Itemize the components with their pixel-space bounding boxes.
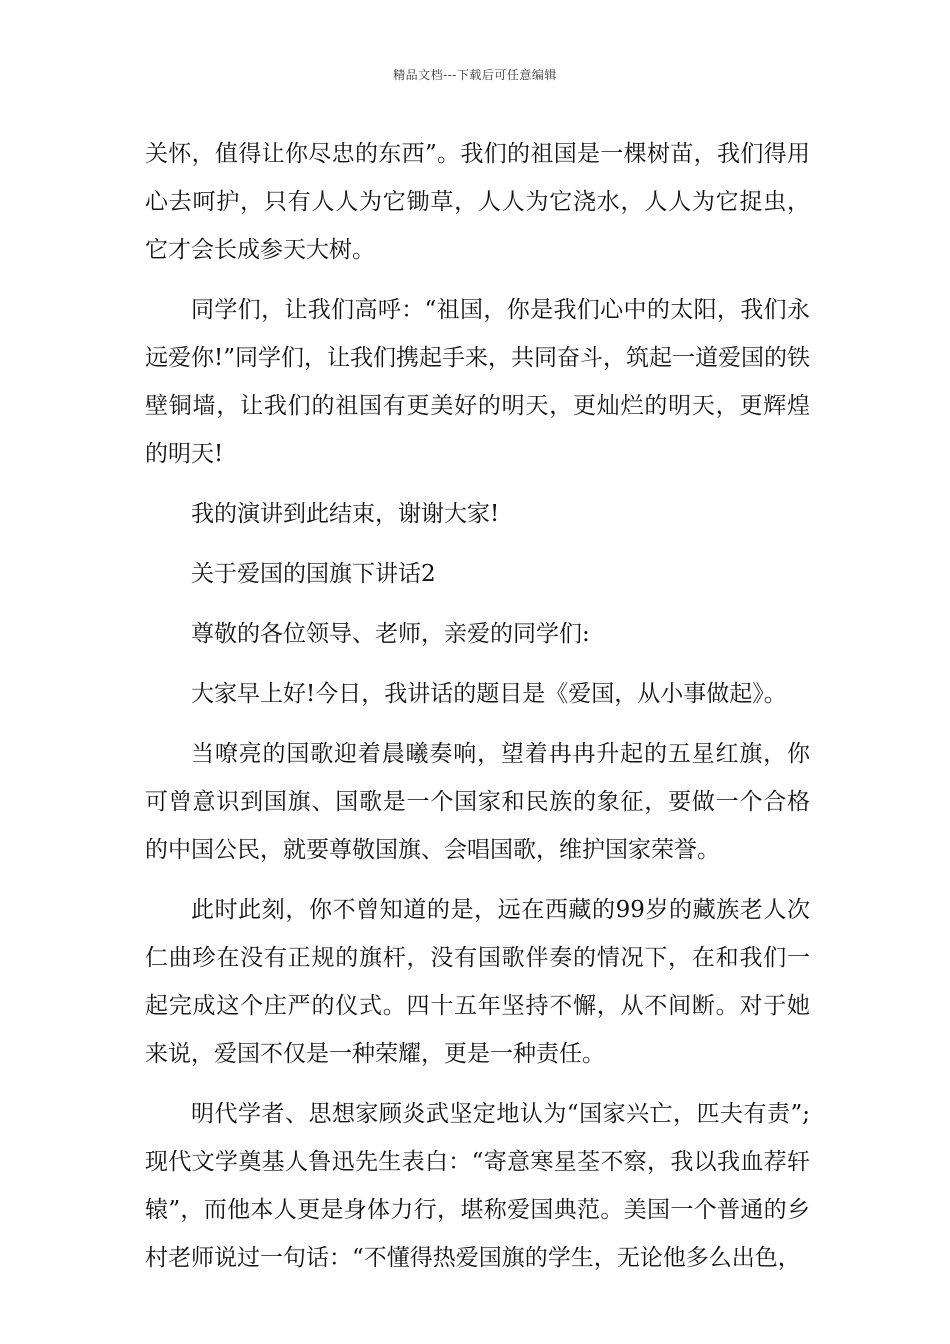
page-header: 精品文档---下载后可任意编辑 xyxy=(393,68,557,82)
paragraph-tibet: 此时此刻，你不曾知道的是，远在西藏的99岁的藏族老人次仁曲珍在没有正规的旗杆，没有国歌伴奏的情况下，在和我们一起完成这个庄严的仪式。四十五年坚持不懈，从不间断。对于她来说，爱国不仅是一种荣耀，更是一种责任。 xyxy=(145,897,810,1067)
paragraph-call-to-action: 同学们，让我们高呼：“祖国，你是我们心中的太阳，我们永远爱你!”同学们，让我们携起手来，共同奋斗，筑起一道爱国的铁壁铜墙，让我们的祖国有更美好的明天，更灿烂的明天，更辉煌的明天! xyxy=(145,297,811,467)
paragraph-greeting: 大家早上好!今日，我讲话的题目是《爱国，从小事做起》。 xyxy=(191,681,787,707)
paragraph-salutation: 尊敬的各位领导、老师，亲爱的同学们: xyxy=(191,621,590,647)
section-title: 关于爱国的国旗下讲话2 xyxy=(191,561,436,587)
paragraph-quotes: 明代学者、思想家顾炎武坚定地认为“国家兴亡，匹夫有责”;现代文学奠基人鲁迅先生表白：“寄意寒星荃不察，我以我血荐轩辕”，而他本人更是身体力行，堪称爱国典范。美国一个普通的乡村老师说过一句话：“不懂得热爱国旗的学生，无论他多么出色， xyxy=(145,1101,810,1271)
document-body xyxy=(145,130,810,1294)
paragraph-anthem: 当嘹亮的国歌迎着晨曦奏响，望着冉冉升起的五星红旗，你可曾意识到国旗、国歌是一个国家和民族的象征，要做一个合格的中国公民，就要尊敬国旗、会唱国歌，维护国家荣誉。 xyxy=(145,741,810,863)
paragraph-closing: 我的演讲到此结束，谢谢大家! xyxy=(191,501,500,527)
paragraph-continuation: 关怀，值得让你尽忠的东西”。我们的祖国是一棵树苗，我们得用心去呵护，只有人人为它锄草，人人为它浇水，人人为它捉虫，它才会长成参天大树。 xyxy=(145,141,810,263)
